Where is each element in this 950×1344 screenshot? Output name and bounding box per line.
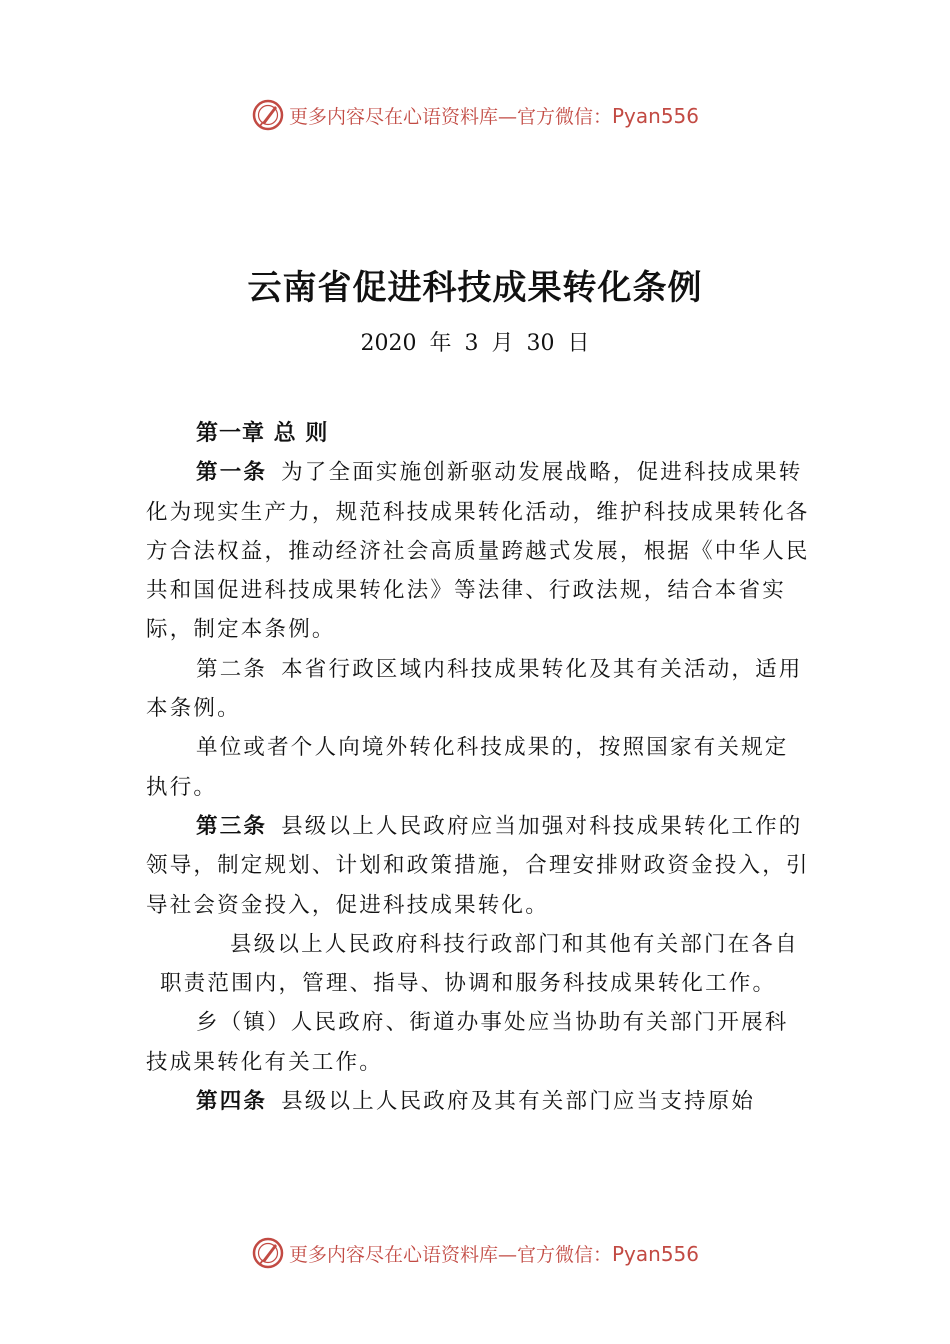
footer-watermark-banner: [0, 1233, 950, 1273]
article-1: [146, 453, 810, 649]
article-text: 本省行政区域内科技成果转化及其有关活动，适用本条例。: [146, 656, 803, 722]
header-watermark-banner: [0, 95, 950, 135]
article-text: 为了全面实施创新驱动发展战略，促进科技成果转化为现实生产力，规范科技成果转化活动，维护科技成果转化各方合法权益，推动经济社会高质量跨越式发展，根据《中华人民共和国促进科技成果转化法》等法律、行政法规，结合本省实际，制定本条例。: [146, 460, 810, 643]
wechat-id: Pyan556: [612, 103, 700, 128]
article-label: 第四条: [196, 1089, 268, 1115]
quill-circle-icon: [251, 1236, 285, 1270]
article-label: 第一条: [196, 460, 268, 486]
article-3-paragraph-3: 乡（镇）人民政府、街道办事处应当协助有关部门开展科技成果转化有关工作。: [146, 1010, 789, 1075]
document-date: 2020 年 3 月 30 日: [360, 331, 590, 356]
wechat-id: Pyan556: [612, 1241, 700, 1266]
document-body: [146, 414, 810, 1121]
article-label: 第三条: [196, 813, 268, 839]
watermark-text: 更多内容尽在心语资料库—官方微信：Pyan556: [288, 1241, 700, 1266]
article-2-paragraph-2: 单位或者个人向境外转化科技成果的，按照国家有关规定执行。: [146, 735, 789, 800]
document-title: 云南省促进科技成果转化条例: [247, 268, 703, 308]
article-label: 第二条: [196, 656, 268, 682]
watermark-text: 更多内容尽在心语资料库—官方微信：Pyan556: [288, 103, 700, 128]
quill-circle-icon: [251, 98, 285, 132]
chapter-heading: 第一章 总 则: [196, 421, 329, 446]
article-3-paragraph-2: 县级以上人民政府科技行政部门和其他有关部门在各自职责范围内，管理、指导、协调和服务科技成果转化工作。: [160, 931, 799, 997]
article-text: 县级以上人民政府应当加强对科技成果转化工作的领导，制定规划、计划和政策措施，合理安排财政资金投入，引导社会资金投入，促进科技成果转化。: [146, 813, 810, 918]
article-3: [146, 807, 810, 925]
article-text: 县级以上人民政府及其有关部门应当支持原始: [281, 1089, 756, 1115]
article-4: [146, 1082, 810, 1121]
article-2: [146, 650, 810, 729]
